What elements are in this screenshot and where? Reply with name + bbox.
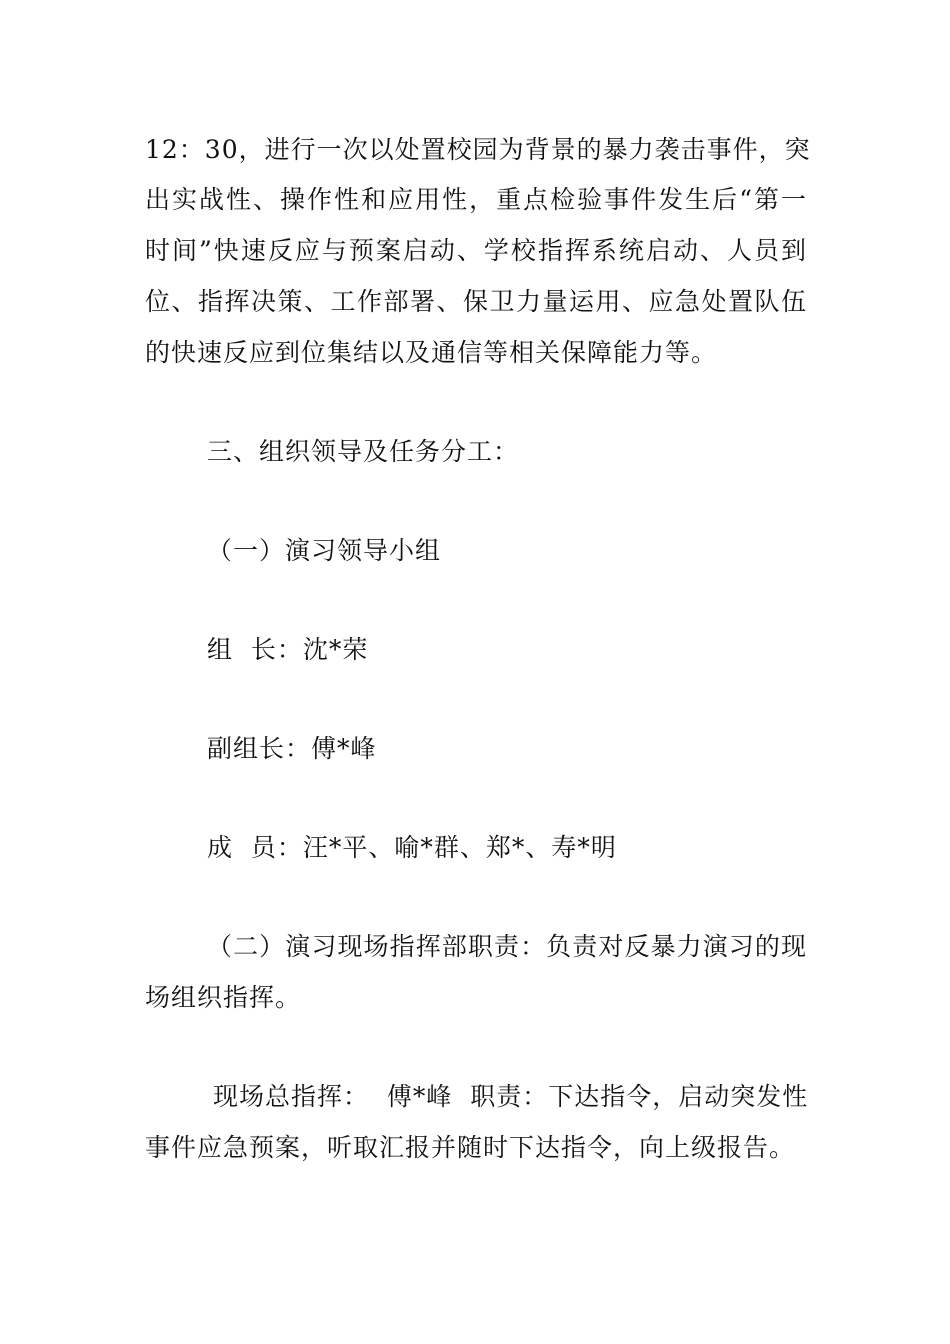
leader-line: 组 长：沈*荣 <box>207 635 369 664</box>
commander-line-1: 现场总指挥： 傅*峰 职责：下达指令，启动突发性 <box>213 1082 809 1111</box>
deputy-line: 副组长：傅*峰 <box>207 734 377 763</box>
subsection2-line-1: （二）演习现场指挥部职责：负责对反暴力演习的现 <box>207 932 807 961</box>
paragraph1-line-1: 12：30，进行一次以处置校园为背景的暴力袭击事件，突 <box>145 135 811 164</box>
section-heading: 三、组织领导及任务分工： <box>207 437 520 466</box>
paragraph1-line-3: 时间”快速反应与预案启动、学校指挥系统启动、人员到 <box>145 236 807 265</box>
members-line: 成 员：汪*平、喻*群、郑*、寿*明 <box>207 833 617 862</box>
paragraph1-line-2: 出实战性、操作性和应用性，重点检验事件发生后“第一 <box>145 185 807 214</box>
subsection-heading-1: （一）演习领导小组 <box>207 536 442 565</box>
paragraph1-line-4: 位、指挥决策、工作部署、保卫力量运用、应急处置队伍 <box>145 287 807 316</box>
subsection2-line-2: 场组织指挥。 <box>145 983 302 1012</box>
commander-line-2: 事件应急预案，听取汇报并随时下达指令，向上级报告。 <box>145 1133 796 1162</box>
paragraph1-line-5: 的快速反应到位集结以及通信等相关保障能力等。 <box>145 338 718 367</box>
